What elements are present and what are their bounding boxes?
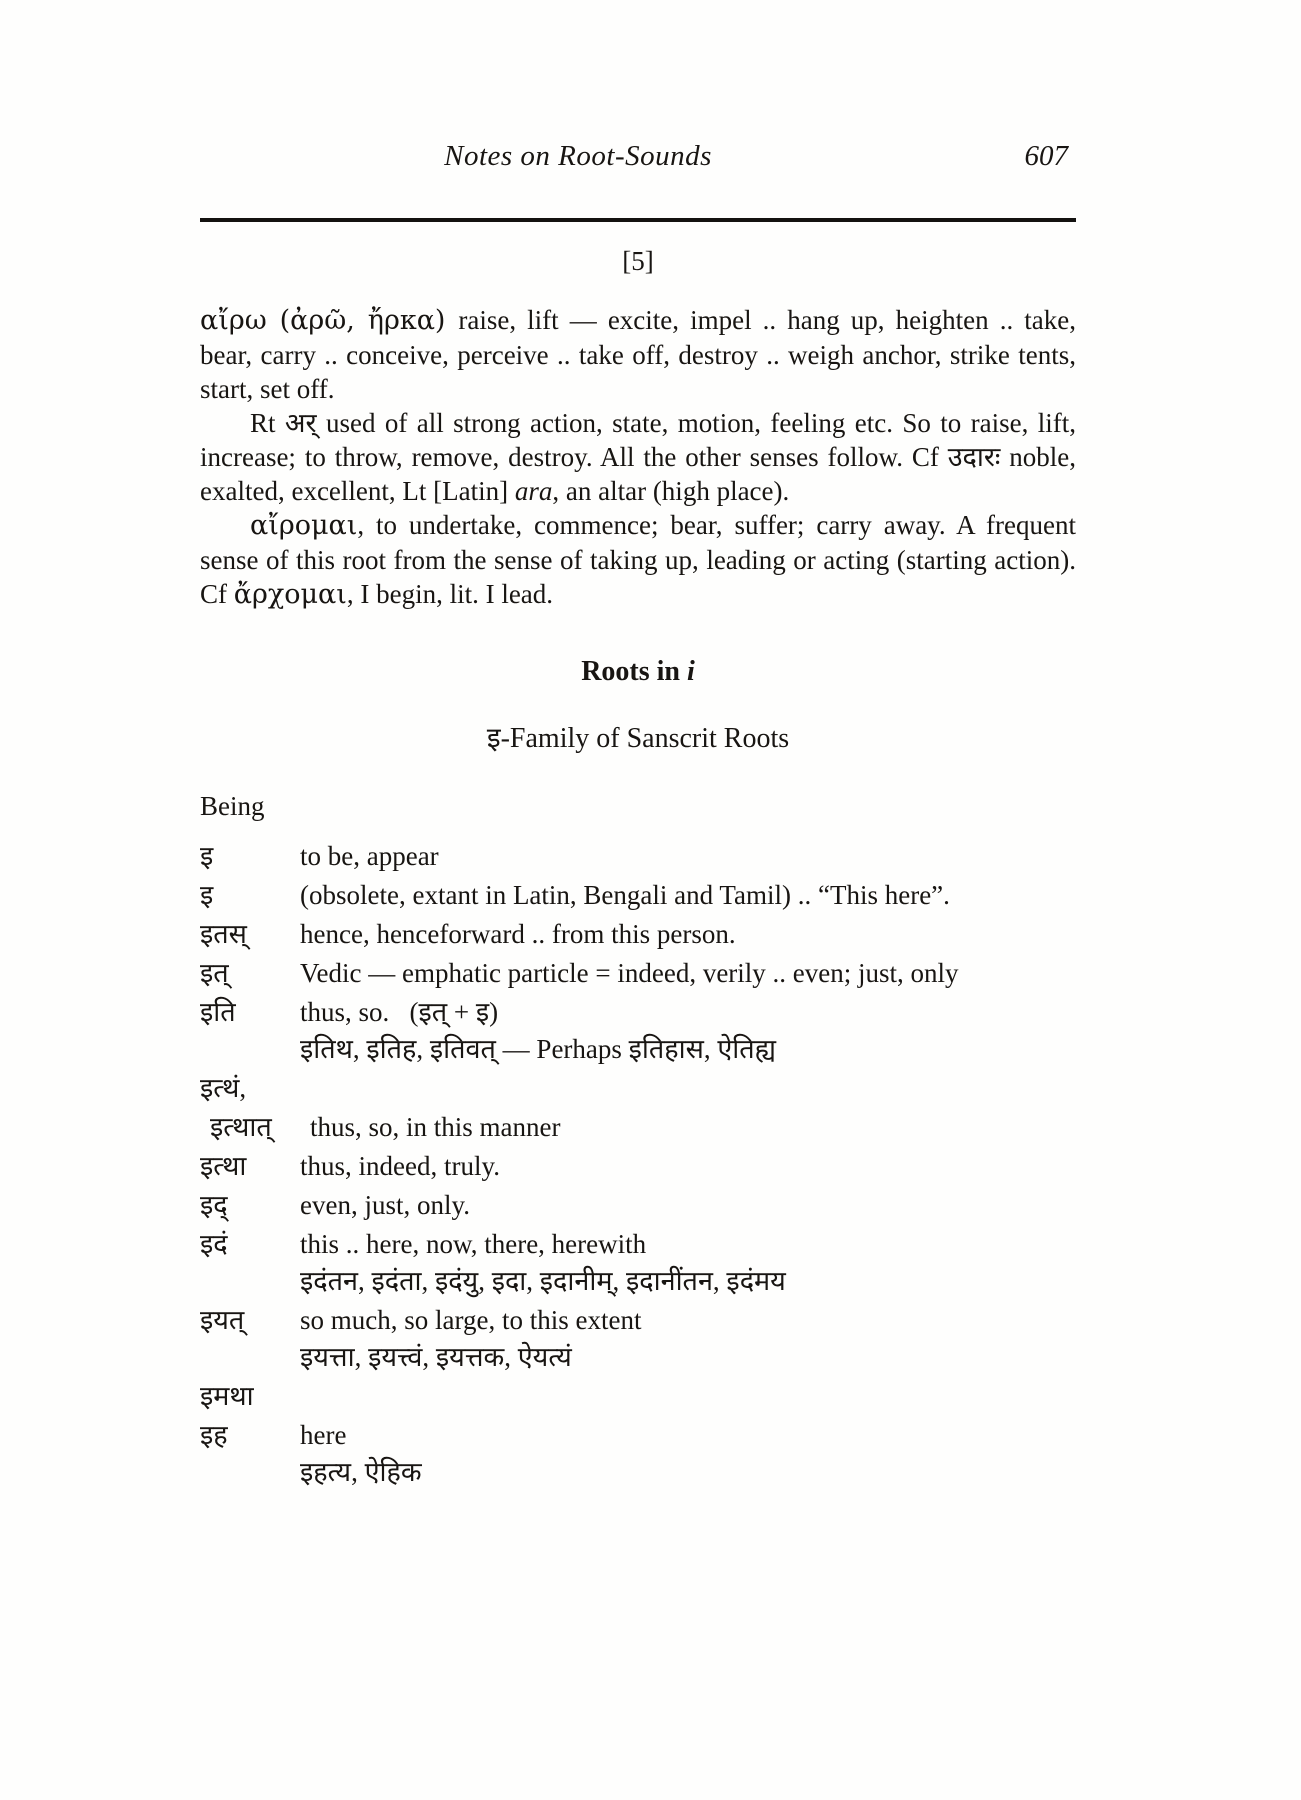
paragraph-block xyxy=(200,303,1076,612)
text-segment: , I begin, lit. I lead. xyxy=(346,579,554,609)
entry-headword: इह xyxy=(200,1420,228,1450)
entry-headword: इत्थं, xyxy=(200,1073,247,1103)
text-segment: used of all strong action, state, motion, feeling etc. So to raise, lift, increase; to throw, remove, destroy. All the other senses follow. Cf xyxy=(200,408,1076,472)
definition-line xyxy=(300,877,1076,914)
root-entry xyxy=(200,955,1076,992)
root-entry xyxy=(200,1070,1076,1107)
section-heading xyxy=(200,656,1076,688)
section-heading-text: Roots in xyxy=(581,656,687,687)
greek-text: ἄρχομαι xyxy=(233,579,347,610)
text-segment: , to undertake, commence; bear, suffer; carry away. A frequent sense of this root from the sense of taking up, leading or acting (starting action). Cf xyxy=(200,510,1076,609)
entry-definitions xyxy=(300,1226,1076,1300)
paragraph xyxy=(200,303,1076,406)
definition-line xyxy=(300,1187,1076,1224)
entry-definitions xyxy=(300,955,1076,992)
definition-line xyxy=(300,994,1076,1031)
root-entry xyxy=(200,838,1076,875)
root-entry xyxy=(200,1187,1076,1224)
entry-definitions xyxy=(300,1148,1076,1185)
devanagari-text: इत् + इ xyxy=(418,997,490,1027)
entry-headword: इ xyxy=(200,880,214,910)
greek-text: αἴρομαι xyxy=(250,510,358,541)
entry-definitions xyxy=(310,1109,1076,1146)
text-segment: noble, exalted, excellent, Lt [Latin] xyxy=(200,442,1076,506)
entry-definitions xyxy=(300,994,1076,1068)
text-segment: even, just, only. xyxy=(300,1190,470,1220)
section-heading-letter: i xyxy=(687,656,695,687)
entry-definitions xyxy=(300,1417,1076,1491)
definition-line xyxy=(300,1226,1076,1263)
devanagari-text: इतिथ, इतिह, इतिवत् xyxy=(300,1034,496,1064)
devanagari-text: इदंतन, इदंता, इदंयु, इदा, इदानीम्, इदानींतन, इदंमय xyxy=(300,1266,786,1296)
text-segment: thus, indeed, truly. xyxy=(300,1151,500,1181)
definition-line xyxy=(300,1417,1076,1454)
definition-line xyxy=(300,1031,1076,1068)
devanagari-text: उदारः xyxy=(947,442,1001,472)
entry-definitions xyxy=(300,877,1076,914)
devanagari-text: अर् xyxy=(284,408,317,438)
text-segment: hence, henceforward .. from this person. xyxy=(300,919,736,949)
running-header xyxy=(200,140,1076,192)
text-segment: (obsolete, extant in Latin, Bengali and Tamil) .. “This here”. xyxy=(300,880,950,910)
text-segment: raise, lift — excite, impel .. hang up, heighten .. take, bear, carry .. conceive, perceive .. take off, destroy .. weigh anchor, strike tents, start, set off. xyxy=(200,305,1076,404)
entry-headword: इत्था xyxy=(200,1151,247,1181)
entry-headword: इद् xyxy=(200,1190,228,1220)
text-segment: , an altar (high place). xyxy=(552,476,790,506)
text-segment: here xyxy=(300,1420,347,1450)
definition-line xyxy=(300,1148,1076,1185)
root-entry xyxy=(200,1148,1076,1185)
text-segment: thus, so. ( xyxy=(300,997,419,1027)
root-entry xyxy=(200,1417,1076,1491)
entry-definitions xyxy=(300,1302,1076,1376)
definition-line xyxy=(300,1454,1076,1491)
devanagari-text: इतिहास, ऐतिह्य xyxy=(628,1034,776,1064)
text-segment: Vedic — emphatic particle = indeed, verily .. even; just, only xyxy=(300,958,959,988)
family-heading: इ-Family of Sanscrit Roots xyxy=(486,723,790,754)
text-segment: — Perhaps xyxy=(495,1034,629,1064)
definition-line xyxy=(300,1339,1076,1376)
definition-line xyxy=(300,1263,1076,1300)
entry-headword: इत्थात् xyxy=(210,1112,272,1142)
definition-line xyxy=(300,838,1076,875)
group-label: Being xyxy=(200,791,265,821)
root-entry xyxy=(200,1109,1076,1146)
text-segment: this .. here, now, there, herewith xyxy=(300,1229,647,1259)
definition-line xyxy=(300,955,1076,992)
text-segment: Rt xyxy=(250,408,285,438)
text-column xyxy=(200,140,1076,1491)
definition-line xyxy=(310,1109,1076,1146)
entry-definitions xyxy=(300,916,1076,953)
devanagari-text: इहत्य, ऐहिक xyxy=(300,1457,422,1487)
entry-headword: इदं xyxy=(200,1229,228,1259)
greek-text: αἴρω (ἀρῶ, ἤρκα) xyxy=(200,305,459,336)
paragraph xyxy=(200,508,1076,612)
entry-definitions xyxy=(300,1187,1076,1224)
text-segment: ara xyxy=(514,476,553,506)
definition-line xyxy=(300,1302,1076,1339)
root-entry-list xyxy=(200,838,1076,1491)
entry-headword: इतस् xyxy=(200,919,247,949)
page-number: 607 xyxy=(1024,140,1068,172)
root-entry xyxy=(200,1378,1076,1415)
text-segment: thus, so, in this manner xyxy=(310,1112,561,1142)
entry-definitions xyxy=(300,838,1076,875)
definition-line xyxy=(300,916,1076,953)
text-segment: to be, appear xyxy=(300,841,439,871)
entry-headword: इमथा xyxy=(200,1381,254,1411)
text-segment: ) xyxy=(489,997,499,1027)
root-entry xyxy=(200,916,1076,953)
section-marker: [5] xyxy=(622,246,654,276)
header-rule xyxy=(200,218,1076,222)
paragraph xyxy=(200,406,1076,508)
root-entry xyxy=(200,877,1076,914)
entry-headword: इ xyxy=(200,841,214,871)
entry-headword: इत् xyxy=(200,958,229,988)
entry-headword: इयत् xyxy=(200,1305,245,1335)
entry-headword: इति xyxy=(200,997,236,1027)
root-entry xyxy=(200,1226,1076,1300)
text-segment: so much, so large, to this extent xyxy=(300,1305,642,1335)
root-entry xyxy=(200,994,1076,1068)
page-title: Notes on Root-Sounds xyxy=(444,140,712,172)
root-entry xyxy=(200,1302,1076,1376)
devanagari-text: इयत्ता, इयत्त्वं, इयत्तक, ऐयत्यं xyxy=(300,1342,572,1372)
